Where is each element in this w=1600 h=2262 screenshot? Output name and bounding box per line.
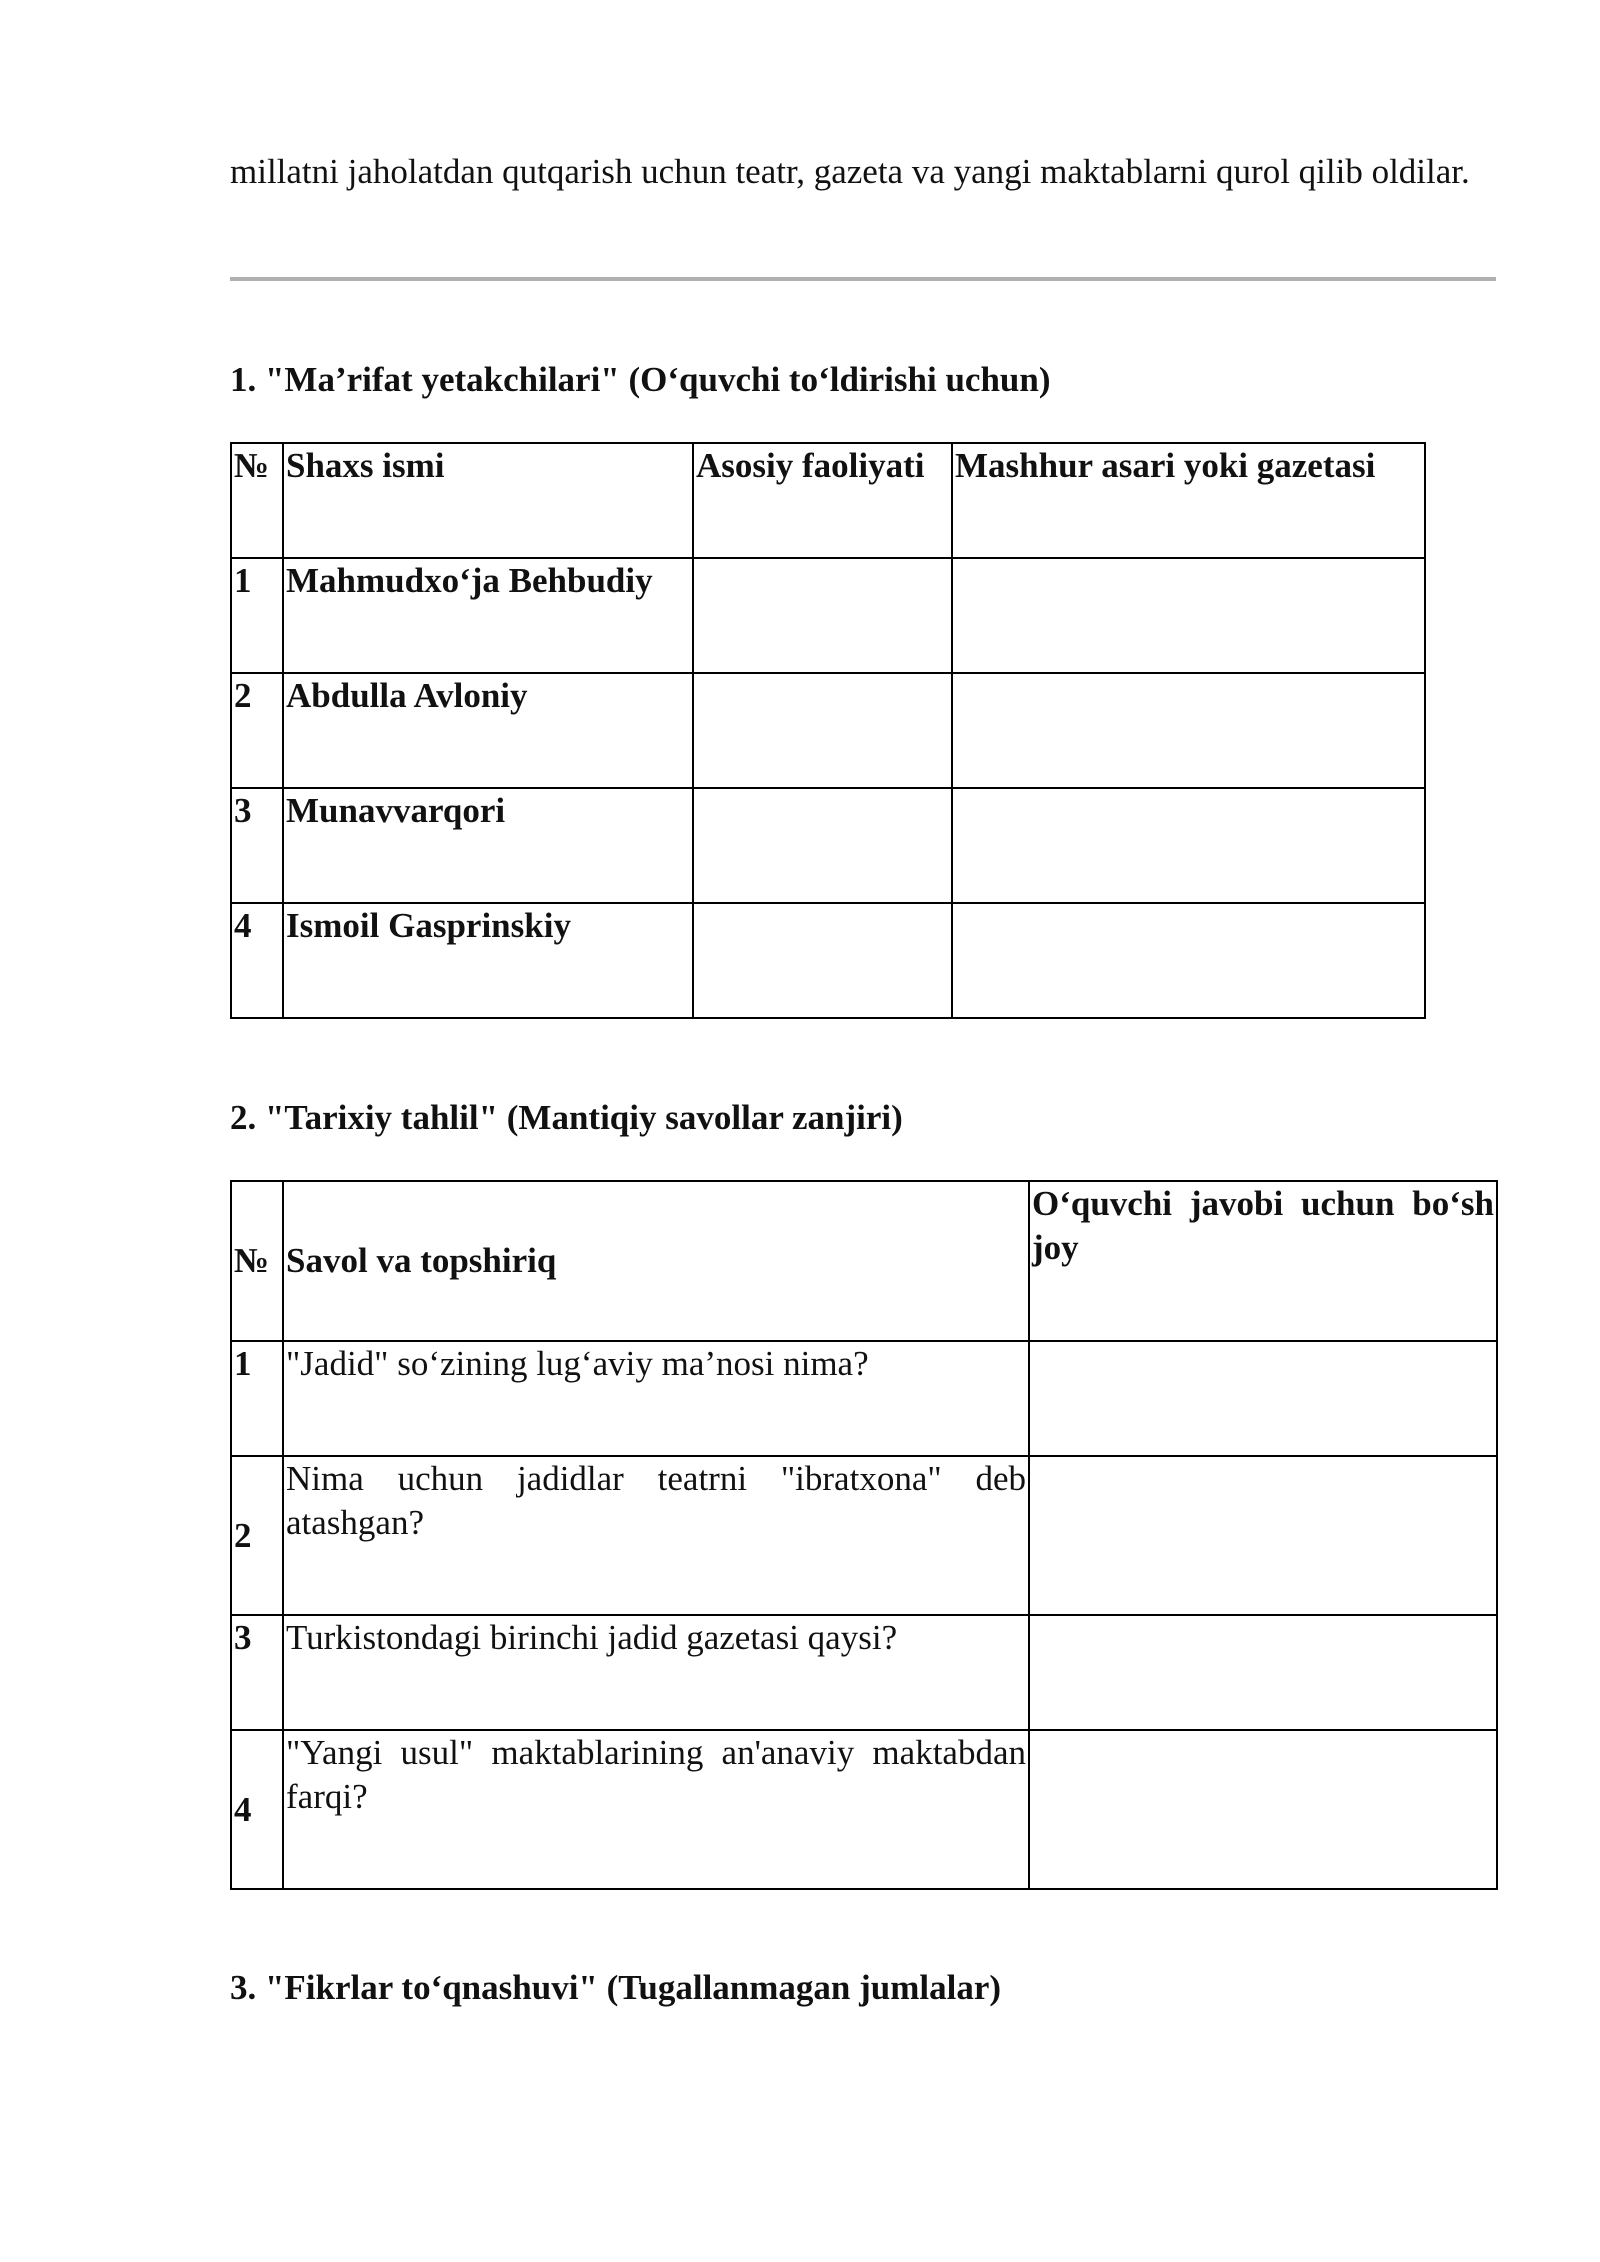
work-cell[interactable] [952, 673, 1425, 788]
work-cell[interactable] [952, 558, 1425, 673]
row-number: 2 [231, 1456, 283, 1615]
analysis-table [230, 1180, 1498, 1890]
header-famous-work: Mashhur asari yoki gazetasi [952, 443, 1425, 558]
answer-cell[interactable] [1029, 1341, 1497, 1456]
work-cell[interactable] [952, 788, 1425, 903]
table-header-row [231, 1181, 1497, 1341]
horizontal-divider [230, 277, 1496, 281]
row-number: 2 [231, 673, 283, 788]
table-row [231, 558, 1425, 673]
person-name: Munavvarqori [283, 788, 693, 903]
table-row [231, 673, 1425, 788]
header-number: № [231, 1181, 283, 1341]
row-number: 4 [231, 903, 283, 1018]
intro-paragraph: millatni jaholatdan qutqarish uchun teatr, gazeta va yangi maktablarni qurol qilib oldilar. [230, 152, 1470, 191]
header-main-activity: Asosiy faoliyati [693, 443, 952, 558]
activity-cell[interactable] [693, 788, 952, 903]
question-text: Turkistondagi birinchi jadid gazetasi qaysi? [283, 1615, 1029, 1730]
activity-cell[interactable] [693, 558, 952, 673]
header-answer-space: O‘quvchi javobi uchun bo‘sh joy [1029, 1181, 1497, 1341]
work-cell[interactable] [952, 903, 1425, 1018]
row-number: 1 [231, 1341, 283, 1456]
section2-title: 2. "Tarixiy tahlil" (Mantiqiy savollar zanjiri) [230, 1098, 903, 1137]
row-number: 4 [231, 1730, 283, 1889]
section3-title: 3. "Fikrlar to‘qnashuvi" (Tugallanmagan jumlalar) [230, 1968, 1002, 2007]
answer-cell[interactable] [1029, 1730, 1497, 1889]
table-row [231, 788, 1425, 903]
leaders-table [230, 442, 1426, 1019]
question-text: "Yangi usul" maktablarining an'anaviy maktabdan farqi? [283, 1730, 1029, 1889]
table-row [231, 903, 1425, 1018]
table-row [231, 1456, 1497, 1615]
row-number: 3 [231, 788, 283, 903]
table-row [231, 1730, 1497, 1889]
person-name: Ismoil Gasprinskiy [283, 903, 693, 1018]
row-number: 1 [231, 558, 283, 673]
question-text: "Jadid" so‘zining lug‘aviy ma’nosi nima? [283, 1341, 1029, 1456]
person-name: Abdulla Avloniy [283, 673, 693, 788]
activity-cell[interactable] [693, 903, 952, 1018]
answer-cell[interactable] [1029, 1615, 1497, 1730]
activity-cell[interactable] [693, 673, 952, 788]
section1-title: 1. "Ma’rifat yetakchilari" (O‘quvchi to‘ldirishi uchun) [230, 360, 1051, 399]
answer-cell[interactable] [1029, 1456, 1497, 1615]
table-row [231, 1615, 1497, 1730]
table-header-row [231, 443, 1425, 558]
person-name: Mahmudxo‘ja Behbudiy [283, 558, 693, 673]
question-text: Nima uchun jadidlar teatrni "ibratxona" deb atashgan? [283, 1456, 1029, 1615]
header-person-name: Shaxs ismi [283, 443, 693, 558]
table-row [231, 1341, 1497, 1456]
header-number: № [231, 443, 283, 558]
header-question: Savol va topshiriq [283, 1181, 1029, 1341]
row-number: 3 [231, 1615, 283, 1730]
